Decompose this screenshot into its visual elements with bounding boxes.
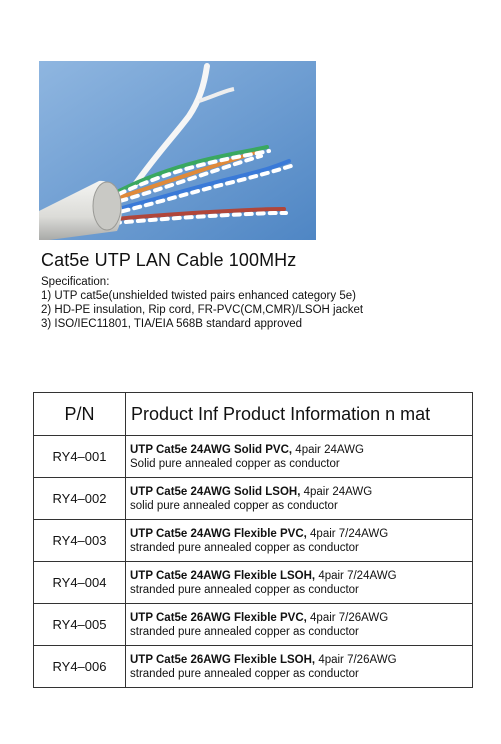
- product-description: [126, 646, 473, 688]
- table-header-row: [34, 393, 473, 436]
- spec-line: 2) HD-PE insulation, Rip cord, FR-PVC(CM,CMR)/LSOH jacket: [41, 304, 364, 316]
- product-name: UTP Cat5e 26AWG Flexible LSOH,: [130, 653, 316, 666]
- conductor-spec: stranded pure annealed copper as conductor: [130, 583, 359, 596]
- product-name: UTP Cat5e 24AWG Solid LSOH,: [130, 485, 301, 498]
- conductor-spec: stranded pure annealed copper as conductor: [130, 667, 359, 680]
- conductor-spec: stranded pure annealed copper as conductor: [130, 625, 359, 638]
- table-row: [34, 520, 473, 562]
- header-product-info: Product Inf Product Information n mat: [126, 393, 473, 436]
- product-description: [126, 478, 473, 520]
- conductor-spec: Solid pure annealed copper as conductor: [130, 457, 340, 470]
- spec-line: 3) ISO/IEC11801, TIA/EIA 568B standard approved: [41, 318, 303, 330]
- product-description: [126, 520, 473, 562]
- product-name: UTP Cat5e 26AWG Flexible PVC,: [130, 611, 307, 624]
- table-row: [34, 604, 473, 646]
- part-number: RY4–003: [34, 520, 126, 562]
- table-row: [34, 646, 473, 688]
- product-name: UTP Cat5e 24AWG Flexible LSOH,: [130, 569, 316, 582]
- part-number: RY4–002: [34, 478, 126, 520]
- part-number: RY4–001: [34, 436, 126, 478]
- part-number: RY4–006: [34, 646, 126, 688]
- header-pn: P/N: [34, 393, 126, 436]
- table-row: [34, 436, 473, 478]
- pair-spec: 4pair 7/24AWG: [315, 569, 397, 582]
- pair-spec: 4pair 7/26AWG: [306, 611, 389, 624]
- pair-spec: 4pair 7/26AWG: [315, 653, 397, 666]
- product-description: [126, 604, 473, 646]
- pair-spec: 4pair 24AWG: [300, 485, 373, 498]
- conductor-spec: solid pure annealed copper as conductor: [130, 499, 338, 512]
- table-row: [34, 562, 473, 604]
- page-title: Cat5e UTP LAN Cable 100MHz: [41, 250, 297, 270]
- table-row: [34, 478, 473, 520]
- product-description: [126, 562, 473, 604]
- product-name: UTP Cat5e 24AWG Solid PVC,: [130, 443, 293, 456]
- conductor-spec: stranded pure annealed copper as conductor: [130, 541, 359, 554]
- pair-spec: 4pair 7/24AWG: [306, 527, 389, 540]
- spec-heading: Specification:: [41, 276, 110, 288]
- part-number: RY4–004: [34, 562, 126, 604]
- specification: [41, 275, 363, 331]
- product-table: [33, 392, 473, 688]
- cable-photo: [39, 61, 316, 240]
- pair-spec: 4pair 24AWG: [292, 443, 364, 456]
- part-number: RY4–005: [34, 604, 126, 646]
- spec-line: 1) UTP cat5e(unshielded twisted pairs enhanced category 5e): [41, 290, 356, 302]
- product-description: [126, 436, 473, 478]
- product-name: UTP Cat5e 24AWG Flexible PVC,: [130, 527, 307, 540]
